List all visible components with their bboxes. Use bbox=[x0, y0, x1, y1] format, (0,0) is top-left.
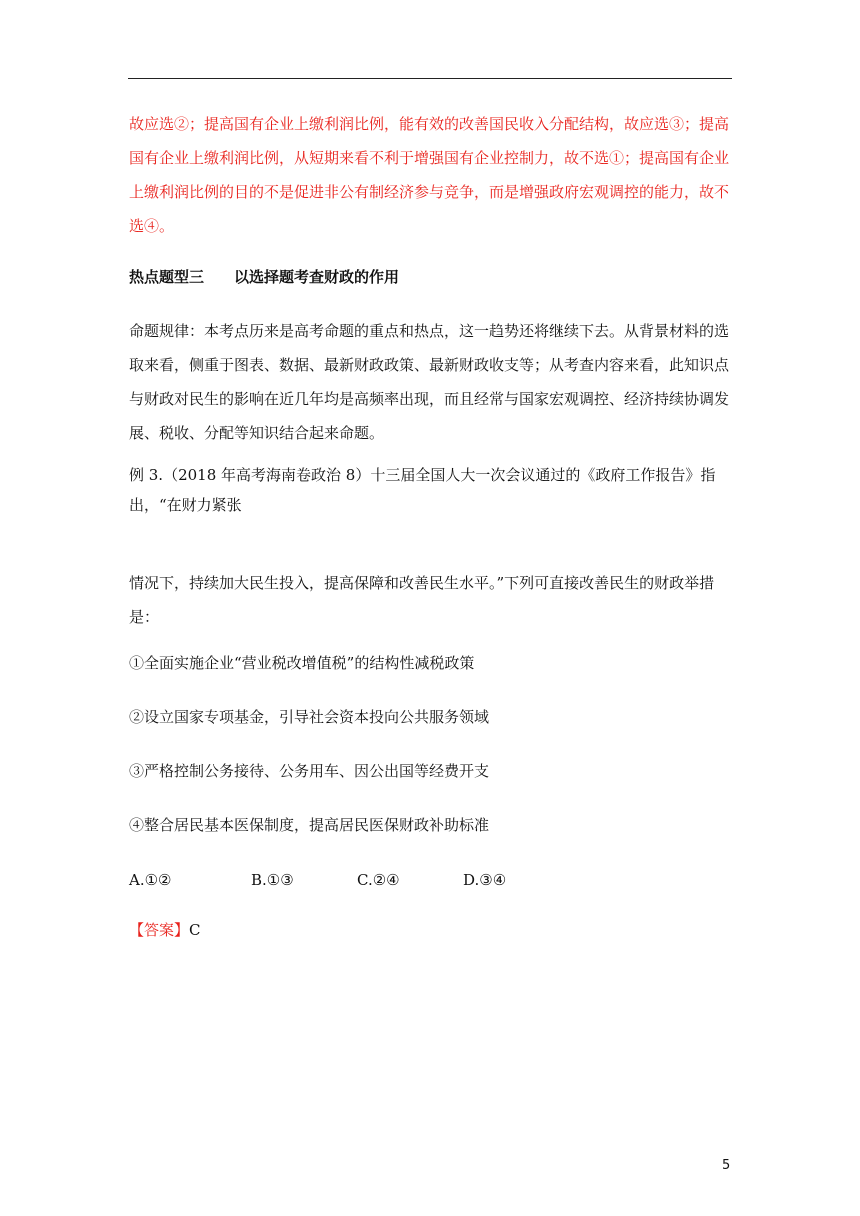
example-item-4: ④整合居民基本医保制度，提高居民医保财政补助标准 bbox=[129, 816, 490, 834]
option-a: A.①② bbox=[129, 871, 172, 889]
header-rule bbox=[128, 78, 732, 79]
example-item-3: ③严格控制公务接待、公务用车、因公出国等经费开支 bbox=[129, 762, 490, 780]
page-number: 5 bbox=[722, 1158, 731, 1173]
analysis-text: 故应选②；提高国有企业上缴利润比例，能有效的改善国民收入分配结构，故应选③；提高国有企业上缴利润比例，从短期来看不利于增强国有企业控制力，故不选①；提高国有企业上缴利润比例的目的不是促进非公有制经济参与竞争，而是增强政府宏观调控的能力，故不选④。 bbox=[129, 115, 730, 235]
answer-options bbox=[129, 868, 733, 892]
example-stem-line2: 情况下，持续加大民生投入，提高保障和改善民生水平。”下列可直接改善民生的财政举措是： bbox=[129, 574, 715, 626]
option-c: C.②④ bbox=[357, 871, 400, 889]
answer-tag: 【答案】 bbox=[129, 921, 190, 939]
option-d: D.③④ bbox=[463, 871, 507, 889]
example-item-1: ①全面实施企业“营业税改增值税”的结构性减税政策 bbox=[129, 654, 475, 672]
answer-line bbox=[129, 918, 201, 942]
option-b: B.①③ bbox=[251, 871, 294, 889]
answer-value: C bbox=[189, 921, 201, 939]
rule-paragraph: 命题规律：本考点历来是高考命题的重点和热点，这一趋势还将继续下去。从背景材料的选取来看，侧重于图表、数据、最新财政政策、最新财政收支等；从考查内容来看，此知识点与财政对民生的影响在近几年均是高频率出现，而且经常与国家宏观调控、经济持续协调发展、税收、分配等知识结合起来命题。 bbox=[129, 322, 730, 442]
section-heading: 热点题型三 以选择题考查财政的作用 bbox=[129, 268, 400, 286]
example-item-2: ②设立国家专项基金，引导社会资本投向公共服务领域 bbox=[129, 708, 490, 726]
example-stem-line1: 例 3.（2018 年高考海南卷政治 8）十三届全国人大一次会议通过的《政府工作报告》指出，“在财力紧张 bbox=[129, 466, 716, 514]
